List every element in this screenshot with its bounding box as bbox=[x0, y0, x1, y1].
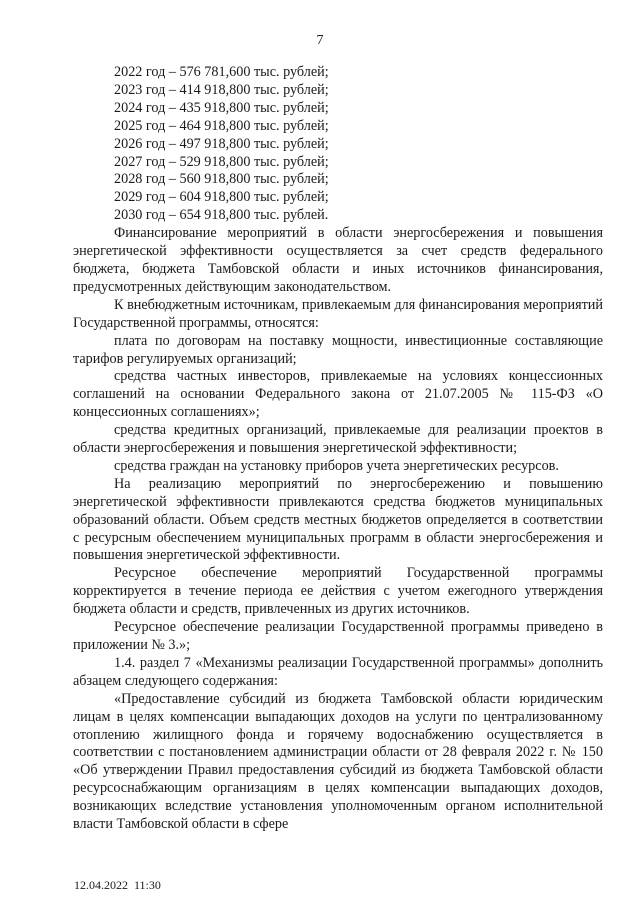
financing-year-line: 2024 год – 435 918,800 тыс. рублей; bbox=[114, 99, 329, 116]
paragraph-resource-adjustment: Ресурсное обеспечение мероприятий Государственной программы корректируется в течение периода ее действия с учетом ежегодного утверждения бюджета области и средств, привлеченных из других источников. bbox=[73, 565, 603, 618]
paragraph-extrabudgetary-intro: К внебюджетным источникам, привлекаемым для финансирования мероприятий Государственной программы, относятся: bbox=[73, 296, 603, 331]
financing-year-line: 2028 год – 560 918,800 тыс. рублей; bbox=[114, 171, 329, 188]
paragraph-capacity-fees: плата по договорам на поставку мощности, инвестиционные составляющие тарифов регулируемых организаций; bbox=[73, 332, 603, 367]
financing-year-line: 2022 год – 576 781,600 тыс. рублей; bbox=[114, 64, 329, 80]
page-number: 7 bbox=[316, 33, 324, 48]
financing-year-line: 2025 год – 464 918,800 тыс. рублей; bbox=[114, 117, 329, 134]
financing-year-list bbox=[73, 64, 603, 225]
paragraph-section-7-amendment: 1.4. раздел 7 «Механизмы реализации Государственной программы» дополнить абзацем следующего содержания: bbox=[73, 654, 603, 689]
paragraph-financing-sources: Финансирование мероприятий в области энергосбережения и повышения энергетической эффективности осуществляется за счет средств федерального бюджета, бюджета Тамбовской области и иных источников финансирования, предусмотренных действующим законодательством. bbox=[73, 225, 603, 295]
financing-year-line: 2026 год – 497 918,800 тыс. рублей; bbox=[114, 135, 329, 152]
paragraph-appendix-reference: Ресурсное обеспечение реализации Государственной программы приведено в приложении № 3.»; bbox=[73, 619, 603, 653]
financing-year-line: 2023 год – 414 918,800 тыс. рублей; bbox=[114, 81, 329, 98]
paragraph-citizens-funds: средства граждан на установку приборов учета энергетических ресурсов. bbox=[114, 457, 559, 474]
paragraph-private-investors: средства частных инвесторов, привлекаемые на условиях концессионных соглашений на основании Федерального закона от 21.07.2005 № 115-ФЗ «О концессионных соглашениях»; bbox=[73, 368, 603, 421]
paragraph-credit-organizations: средства кредитных организаций, привлекаемые для реализации проектов в области энергосбережения и повышения энергетической эффективности; bbox=[73, 422, 603, 457]
financing-year-line: 2027 год – 529 918,800 тыс. рублей; bbox=[114, 153, 329, 170]
financing-year-line: 2029 год – 604 918,800 тыс. рублей; bbox=[114, 189, 329, 206]
paragraph-municipal-budgets: На реализацию мероприятий по энергосбережению и повышению энергетической эффективности привлекаются средства бюджетов муниципальных образований области. Объем средств местных бюджетов определяется в соответствии с ресурсным обеспечением муниципальных программ в области энергосбережения и повышения энергетической эффективности. bbox=[73, 475, 603, 564]
footer-timestamp: 12.04.2022 11:30 bbox=[74, 878, 161, 892]
paragraph-subsidies: «Предоставление субсидий из бюджета Тамбовской области юридическим лицам в целях компенсации выпадающих доходов на услуги по централизованному отоплению жилищного фонда и горячему водоснабжению осуществляется в соответствии с постановлением администрации области от 28 февраля 2022 г. № 150 «Об утверждении Правил предоставления субсидий из бюджета Тамбовской области ресурсоснабжающим организациям в целях компенсации выпадающих доходов, возникающих вследствие установления уполномоченным органом исполнительной власти Тамбовской области в сфере bbox=[73, 690, 603, 833]
financing-year-line: 2030 год – 654 918,800 тыс. рублей. bbox=[114, 207, 329, 224]
document-body bbox=[73, 64, 603, 834]
